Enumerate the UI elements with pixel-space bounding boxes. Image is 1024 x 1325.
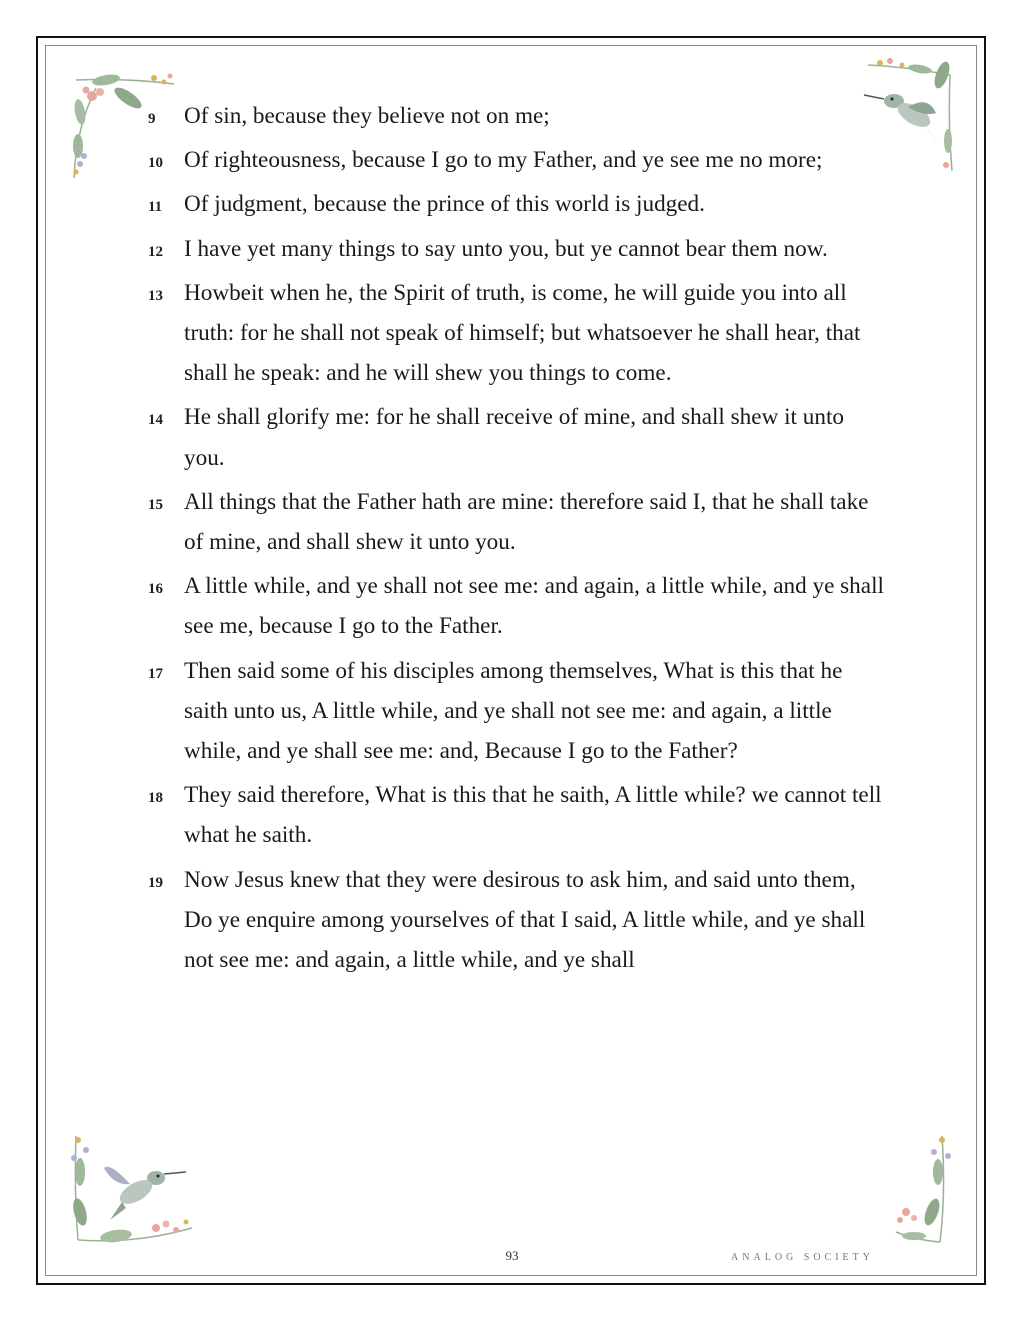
verse-number: 19 [148, 874, 163, 891]
verse-number: 18 [148, 790, 163, 807]
verse-row [145, 397, 885, 477]
verse-row [145, 860, 885, 981]
verse-number: 9 [148, 111, 156, 127]
verse-text: Of righteousness, because I go to my Father, and ye see me no more; [184, 147, 823, 174]
verse-number: 11 [148, 199, 163, 216]
verse-row [145, 140, 885, 180]
verse-row [145, 651, 885, 772]
verse-row [145, 566, 885, 646]
verse-text: A little while, and ye shall not see me: and again, a little while, and ye shall see me, because I go to the Father. [184, 573, 884, 640]
brand-name: ANALOG SOCIETY [731, 1252, 874, 1263]
verse-text: Of judgment, because the prince of this world is judged. [184, 191, 705, 218]
verse-text: Howbeit when he, the Spirit of truth, is come, he will guide you into all truth: for he shall not speak of himself; but whatsoever he shall hear, that shall he speak: and he will shew you things to come. [184, 279, 861, 387]
verse-number: 12 [148, 243, 163, 260]
verse-text: I have yet many things to say unto you, but ye cannot bear them now. [184, 235, 828, 262]
verse-row [145, 775, 885, 855]
verse-number: 17 [148, 665, 163, 682]
verse-text: Then said some of his disciples among themselves, What is this that he saith unto us, A little while, and ye shall not see me: and again, a little while, and ye shall see me: and, Because I go to the Father? [184, 657, 843, 765]
hummingbird-floral-icon [66, 1132, 196, 1252]
verse-text: Now Jesus knew that they were desirous to ask him, and said unto them, Do ye enquire among yourselves of that I said, A little while, and ye shall not see me: and again, a little while, and ye shall [184, 866, 866, 974]
page-number: 93 [505, 1248, 519, 1263]
verse-text: Of sin, because they believe not on me; [184, 103, 550, 129]
verse-number: 16 [148, 581, 163, 598]
verse-row [145, 184, 885, 224]
verse-list [145, 96, 885, 984]
verse-row [145, 96, 885, 136]
verse-text: He shall glorify me: for he shall receive of mine, and shall shew it unto you. [184, 404, 845, 471]
verse-number: 15 [148, 496, 163, 513]
floral-corner-icon [892, 1132, 962, 1247]
verse-row [145, 482, 885, 562]
verse-number: 14 [148, 412, 163, 429]
verse-text: All things that the Father hath are mine: therefore said I, that he shall take of mine, and shall shew it unto you. [184, 488, 869, 556]
verse-row [145, 273, 885, 394]
verse-number: 10 [148, 155, 163, 172]
verse-row [145, 229, 885, 269]
verse-text: They said therefore, What is this that he saith, A little while? we cannot tell what he saith. [184, 782, 882, 849]
verse-number: 13 [148, 287, 163, 304]
